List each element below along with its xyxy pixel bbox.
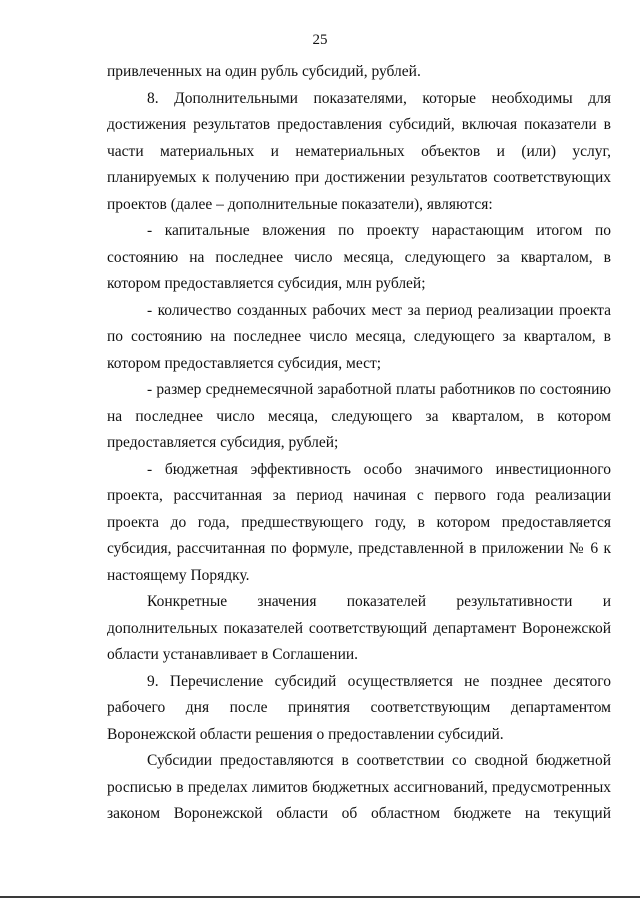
document-body	[107, 59, 611, 828]
paragraph-item-8: 8. Дополнительными показателями, которые необходимы для достижения результатов предоставления субсидий, включая показатели в части материальных и нематериальных объектов и (или) услуг, планируемых к получению при достижении результатов соответствующих проектов (далее – дополнительные показатели), являются:	[107, 89, 611, 213]
list-item: - количество созданных рабочих мест за период реализации проекта по состоянию на последнее число месяца, следующего за кварталом, в котором предоставляется субсидия, мест;	[107, 301, 611, 372]
list-item: - капитальные вложения по проекту нарастающим итогом по состоянию на последнее число месяца, следующего за кварталом, в котором предоставляется субсидия, млн рублей;	[107, 222, 611, 292]
paragraph: Конкретные значения показателей результативности и дополнительных показателей соответствующий департамент Воронежской области устанавливает в Соглашении.	[107, 593, 611, 663]
paragraph: привлеченных на один рубль субсидий, рублей.	[107, 63, 421, 80]
paragraph: Субсидии предоставляются в соответствии со сводной бюджетной росписью в пределах лимитов бюджетных ассигнований, предусмотренных законом Воронежской области об областном бюджете на текущий	[107, 752, 611, 822]
page-bottom-edge	[0, 896, 640, 898]
list-item: - размер среднемесячной заработной платы работников по состоянию на последнее число месяца, следующего за кварталом, в котором предоставляется субсидия, рублей;	[107, 381, 611, 451]
list-item: - бюджетная эффективность особо значимого инвестиционного проекта, рассчитанная за период начиная с первого года реализации проекта до года, предшествующего году, в котором предоставляется субсидия, рассчитанная по формуле, представленной в приложении № 6 к настоящему Порядку.	[107, 460, 611, 584]
paragraph-item-9: 9. Перечисление субсидий осуществляется не позднее десятого рабочего дня после принятия соответствующим департаментом Воронежской области решения о предоставлении субсидий.	[107, 672, 611, 743]
page-number: 25	[312, 32, 328, 48]
